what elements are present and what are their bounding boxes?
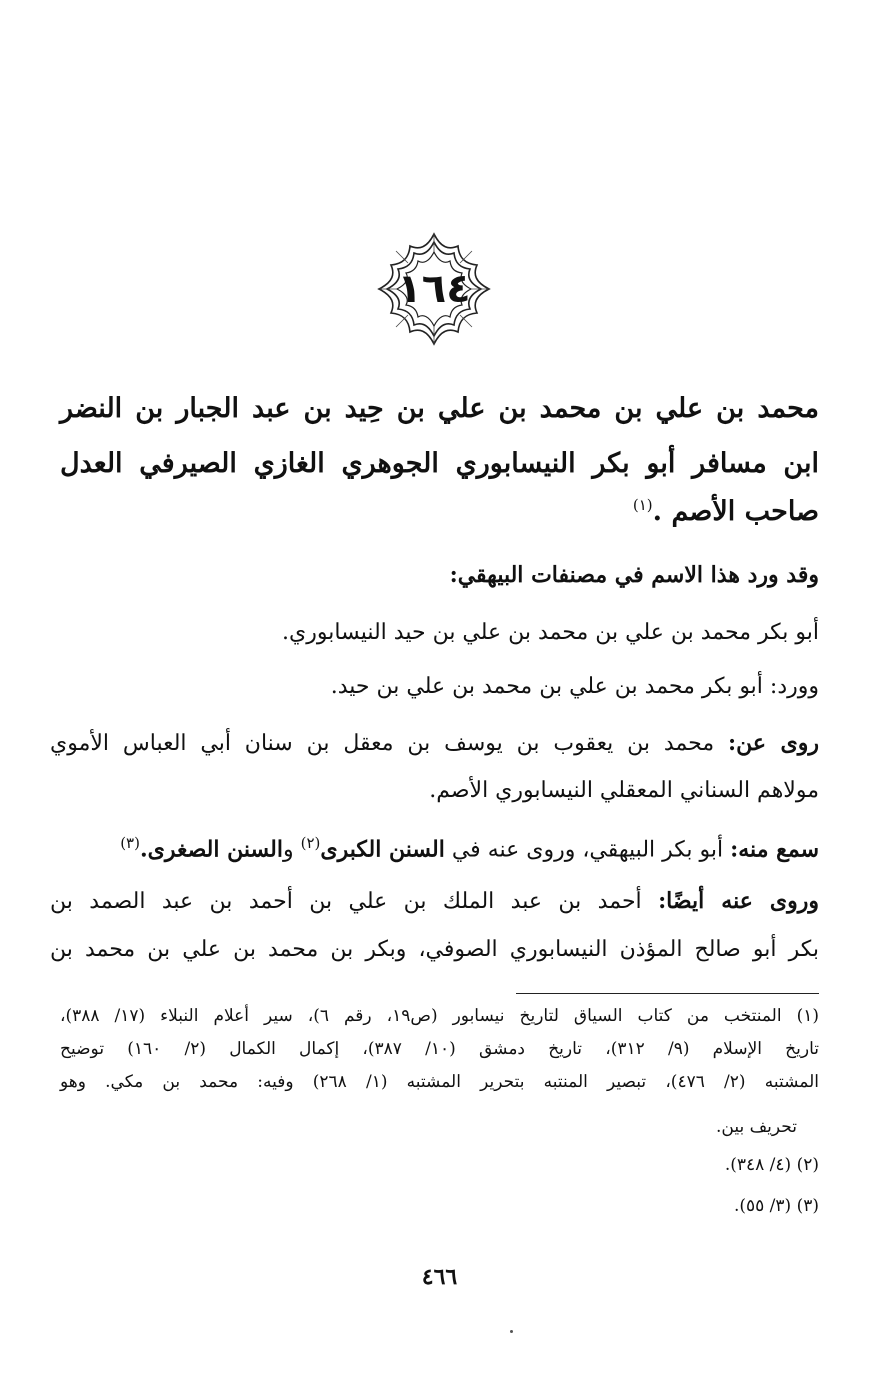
page-number: ٤٦٦ bbox=[421, 1264, 458, 1290]
also-narrated-line-1 bbox=[50, 888, 819, 914]
entry-title-line-3 bbox=[633, 496, 819, 527]
also-narrated-text: أحمد بن عبد الملك بن علي بن أحمد بن عبد الصمد بن bbox=[50, 889, 642, 914]
footnote-divider bbox=[516, 993, 819, 994]
also-narrated-line-2: بكر أبو صالح المؤذن النيسابوري الصوفي، وبكر بن محمد بن علي بن محمد بن bbox=[50, 937, 819, 962]
footnote-1-line-4: تحريف بين. bbox=[715, 1117, 797, 1137]
conjunction: و bbox=[282, 837, 294, 863]
footnote-3: (٣) (٣/ ٥٥). bbox=[733, 1196, 819, 1216]
also-narrated-label: وروى عنه أيضًا: bbox=[658, 888, 819, 914]
book-title-sunan-kubra: السنن الكبرى bbox=[320, 836, 445, 863]
footnote-1-line-3: المشتبه (٢/ ٤٧٦)، تبصير المنتبه بتحرير المشتبه (١/ ٢٦٨) وفيه: محمد بن مكي. وهو bbox=[60, 1072, 820, 1092]
footnote-ref-1: (١) bbox=[632, 496, 653, 514]
footnote-1-line-1: (١) المنتخب من كتاب السياق لتاريخ نيسابور (ص١٩، رقم ٦)، سير أعلام النبلاء (١٧/ ٣٨٨)، bbox=[60, 1006, 819, 1026]
entry-title-line-2: ابن مسافر أبو بكر النيسابوري الجوهري الغازي الصيرفي العدل bbox=[60, 448, 819, 479]
entry-number-emblem bbox=[375, 230, 493, 348]
heard-from-him-label: سمع منه: bbox=[730, 836, 819, 863]
heard-from-him-line bbox=[120, 834, 819, 862]
narrated-from-text: محمد بن يعقوب بن يوسف بن معقل بن سنان أبي العباس الأموي bbox=[50, 731, 715, 756]
footnote-1-line-2: تاريخ الإسلام (٩/ ٣١٢)، تاريخ دمشق (١٠/ ٣٨٧)، إكمال الكمال (٢/ ١٦٠) توضيح bbox=[60, 1039, 820, 1059]
narrated-from-label: روى عن: bbox=[728, 730, 820, 756]
book-title-sunan-sughra: السنن الصغرى. bbox=[139, 836, 283, 863]
heard-from-him-text: أبو بكر البيهقي، وروى عنه في bbox=[451, 837, 724, 863]
footnote-ref-3: (٣) bbox=[120, 834, 140, 852]
narrated-from-line-1 bbox=[50, 730, 819, 756]
entry-title-line-1: محمد بن علي بن محمد بن علي بن حِيد بن عبد الجبار بن النضر bbox=[60, 393, 819, 424]
entry-number: ١٦٤ bbox=[397, 266, 471, 312]
footnote-2: (٢) (٤/ ٣٤٨). bbox=[724, 1155, 819, 1175]
alias-line-1: أبو بكر محمد بن علي بن محمد بن علي بن حيد النيسابوري. bbox=[282, 620, 819, 645]
alias-line-2: وورد: أبو بكر محمد بن علي بن محمد بن علي بن حيد. bbox=[330, 674, 819, 699]
scan-speck bbox=[510, 1330, 513, 1333]
section-heading: وقد ورد هذا الاسم في مصنفات البيهقي: bbox=[449, 562, 819, 588]
entry-title-text: صاحب الأصم . bbox=[652, 496, 819, 527]
footnote-ref-2: (٢) bbox=[300, 834, 321, 852]
narrated-from-line-2: مولاهم السناني المعقلي النيسابوري الأصم. bbox=[429, 778, 819, 803]
